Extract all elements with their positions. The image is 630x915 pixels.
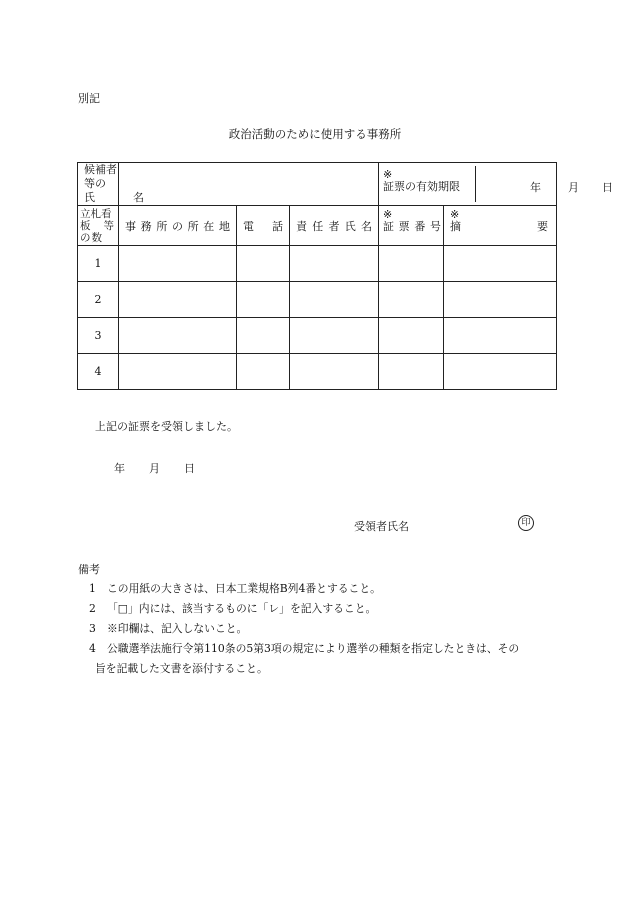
- remarks-field[interactable]: [444, 318, 557, 354]
- office-registration-table: [77, 162, 614, 390]
- cert-number-field[interactable]: [379, 354, 444, 390]
- candidate-name-field[interactable]: [119, 163, 379, 206]
- annex-label: 別記: [78, 92, 100, 105]
- cert-number-field[interactable]: [379, 318, 444, 354]
- col-manager: 責 任 者 氏 名: [290, 206, 379, 246]
- validity-cell: [379, 163, 614, 206]
- table-row: [78, 318, 557, 354]
- note-item: 2 「□」内には、該当するものに「レ」を記入すること。: [89, 602, 377, 615]
- note-item: 3 ※印欄は、記入しないこと。: [89, 622, 248, 635]
- validity-date-field[interactable]: 年 月 日: [530, 181, 614, 194]
- manager-field[interactable]: [290, 246, 379, 282]
- address-field[interactable]: [119, 318, 237, 354]
- row-number: 2: [78, 282, 119, 318]
- row-number: 4: [78, 354, 119, 390]
- remarks-field[interactable]: [444, 246, 557, 282]
- phone-field[interactable]: [237, 318, 290, 354]
- col-address: 事 務 所 の 所 在 地: [119, 206, 237, 246]
- table-row: [78, 354, 557, 390]
- phone-field[interactable]: [237, 282, 290, 318]
- col-cert-number: ※ 証 票 番 号: [379, 206, 444, 246]
- remarks-field[interactable]: [444, 354, 557, 390]
- address-field[interactable]: [119, 246, 237, 282]
- note-item: 4 公職選挙法施行令第110条の5第3項の規定により選挙の種類を指定したときは、その: [89, 642, 520, 655]
- document-title: 政治活動のために使用する事務所: [228, 127, 402, 141]
- recipient-name-label: 受領者氏名: [354, 520, 409, 533]
- manager-field[interactable]: [290, 318, 379, 354]
- candidate-row: [78, 163, 557, 206]
- notes-heading: 備考: [78, 563, 100, 576]
- candidate-name-label: 候補者等の 氏 名: [78, 163, 119, 206]
- table-row: [78, 282, 557, 318]
- row-number: 3: [78, 318, 119, 354]
- cert-number-field[interactable]: [379, 246, 444, 282]
- note-item: 1 この用紙の大きさは、日本工業規格B列4番とすること。: [89, 582, 381, 595]
- note-item-continuation: 旨を記載した文書を添付すること。: [95, 662, 268, 675]
- seal-mark: 印: [518, 515, 534, 531]
- col-board-count: 立札看 板 等 の 数: [78, 206, 119, 246]
- cert-number-field[interactable]: [379, 282, 444, 318]
- remarks-field[interactable]: [444, 282, 557, 318]
- phone-field[interactable]: [237, 354, 290, 390]
- col-remarks: ※ 摘 要: [444, 206, 557, 246]
- receipt-month-label: 月: [149, 462, 160, 475]
- receipt-day-label: 日: [184, 462, 195, 475]
- header-row: [78, 206, 557, 246]
- phone-field[interactable]: [237, 246, 290, 282]
- manager-field[interactable]: [290, 354, 379, 390]
- receipt-statement: 上記の証票を受領しました。: [95, 420, 238, 433]
- col-phone: 電 話: [237, 206, 290, 246]
- address-field[interactable]: [119, 282, 237, 318]
- receipt-year-label: 年: [114, 462, 125, 475]
- table-row: [78, 246, 557, 282]
- row-number: 1: [78, 246, 119, 282]
- address-field[interactable]: [119, 354, 237, 390]
- validity-label: ※ 証票の有効期限: [379, 166, 476, 202]
- manager-field[interactable]: [290, 282, 379, 318]
